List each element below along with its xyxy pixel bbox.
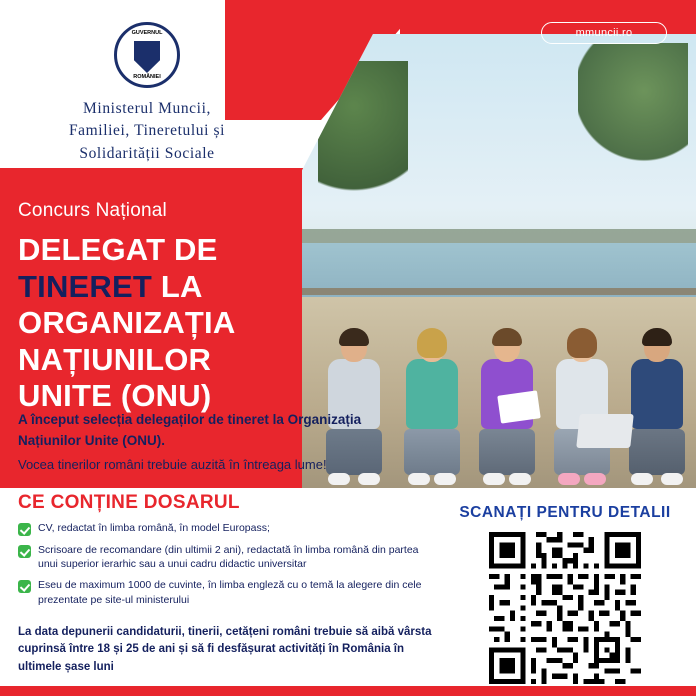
red-bottom-strip (0, 686, 696, 696)
check-icon (18, 580, 31, 593)
list-item (18, 521, 428, 536)
headline-line-2 (18, 269, 348, 306)
headline-line-4: NAȚIUNILOR (18, 341, 212, 377)
ministry-line-1: Ministerul Muncii, (83, 100, 211, 117)
government-crest-icon (114, 22, 180, 88)
photo-person-2 (404, 332, 460, 475)
website-url-pill[interactable] (541, 22, 667, 44)
headline-line-2-rest: LA (152, 268, 203, 304)
lead-paragraph: A început selecția delegaților de tineret la Organizația Națiunilor Unite (ONU). (18, 412, 362, 448)
photo-paper (497, 390, 541, 423)
ministry-line-3: Solidarității Sociale (79, 144, 215, 162)
photo-laptop (576, 414, 634, 448)
eligibility-footnote: La data depunerii candidaturii, tinerii, cetățeni români trebuie să aibă vârsta cuprinsă între 18 și 25 de ani și să fi desfășurat activități în România în ultimele șase luni (18, 626, 432, 673)
list-item (18, 543, 428, 571)
list-item-label: Scrisoare de recomandare (din ultimii 2 ani), redactată în limba română din partea unui superior ierarhic sau a unui cadru didactic universitar (38, 544, 419, 571)
list-item-label: Eseu de maximum 1000 de cuvinte, în limba engleză cu o temă la alegere din cele prezentate pe site-ul ministerului (38, 579, 422, 606)
photo-tree-right (578, 43, 688, 163)
qr-title: SCANAȚI PENTRU DETALII (459, 504, 671, 521)
qr-code-image (489, 532, 641, 684)
headline-line-1: DELEGAT DE (18, 232, 218, 267)
list-item-label: CV, redactat în limba română, în model Europass; (38, 522, 270, 534)
check-icon (18, 545, 31, 558)
requirements-list (18, 521, 428, 614)
crest-bottom-text: ROMÂNIEI (133, 74, 161, 80)
headline-line-3: ORGANIZAȚIA (18, 305, 236, 341)
check-icon (18, 523, 31, 536)
ministry-name (42, 98, 252, 165)
crest-top-text: GUVERNUL (131, 30, 163, 36)
photo-person-5 (629, 332, 685, 475)
ministry-logo-block (42, 22, 252, 165)
secondary-paragraph: Vocea tinerilor români trebuie auzită în întreaga lume! (18, 457, 327, 472)
headline-line-5: UNITE (ONU) (18, 378, 212, 414)
headline-accent-word: TINERET (18, 268, 153, 304)
crest-shield-icon (134, 41, 160, 73)
headline (18, 232, 348, 415)
ministry-line-2: Familiei, Tineretului și (68, 122, 226, 140)
list-item (18, 578, 428, 606)
photo-person-4 (554, 332, 610, 475)
kicker-text: Concurs Național (18, 200, 167, 221)
website-url-text: mmuncii.ro (575, 27, 633, 39)
section-title: CE CONȚINE DOSARUL (18, 492, 240, 513)
qr-code[interactable] (489, 532, 641, 684)
